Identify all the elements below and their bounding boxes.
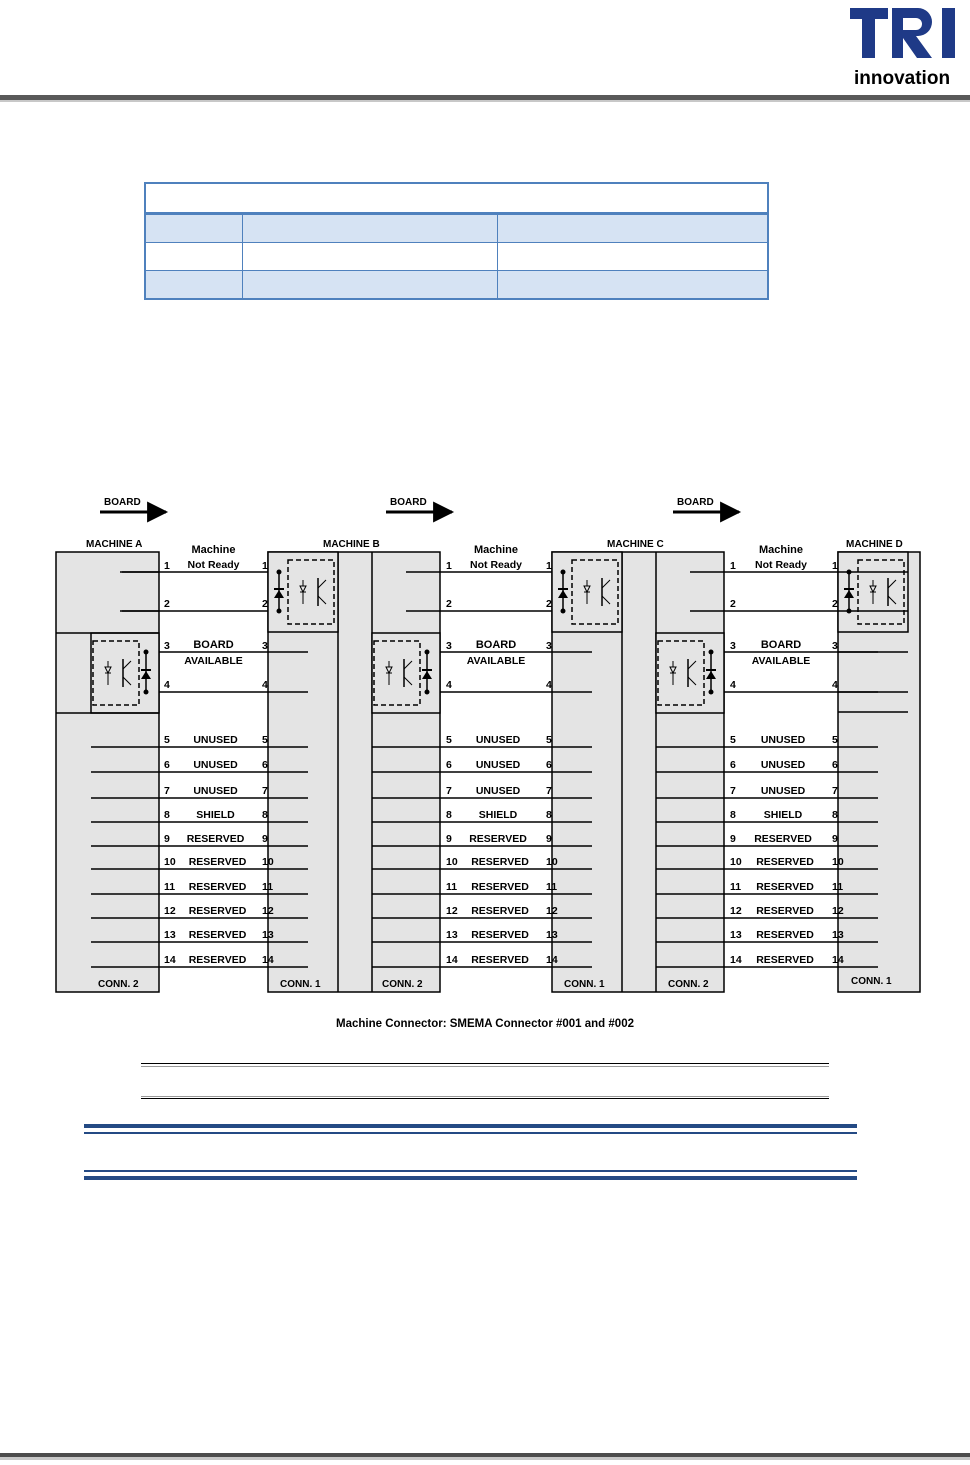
pin-number: 13 bbox=[546, 929, 558, 941]
board-available-label: AVAILABLE bbox=[184, 655, 243, 667]
pin-number: 4 bbox=[446, 679, 452, 691]
junction-dot bbox=[425, 650, 430, 655]
table-cell bbox=[243, 271, 498, 300]
pin-number: 11 bbox=[262, 881, 274, 893]
pin-label: RESERVED bbox=[756, 856, 814, 868]
table-row bbox=[145, 243, 768, 271]
pin-number: 1 bbox=[262, 560, 268, 572]
pin-number: 11 bbox=[730, 881, 742, 893]
pin-number: 6 bbox=[164, 759, 170, 771]
pin-label: UNUSED bbox=[193, 785, 238, 797]
pin-number: 12 bbox=[546, 905, 558, 917]
pin-label: RESERVED bbox=[471, 954, 529, 966]
pin-label: UNUSED bbox=[193, 759, 238, 771]
pin-number: 13 bbox=[730, 929, 742, 941]
pin-number: 12 bbox=[164, 905, 176, 917]
board-available-label: AVAILABLE bbox=[466, 655, 526, 667]
pin-label: RESERVED bbox=[756, 954, 814, 966]
pin-number: 5 bbox=[262, 734, 268, 746]
table-cell bbox=[498, 243, 769, 271]
conn-2-label: CONN. 2 bbox=[98, 979, 139, 990]
board-flow-arrow bbox=[100, 497, 166, 512]
pin-number: 13 bbox=[832, 929, 844, 941]
pin-number: 6 bbox=[546, 759, 552, 771]
pin-number: 10 bbox=[730, 856, 742, 868]
pin-label: RESERVED bbox=[186, 833, 245, 845]
pin-number: 12 bbox=[832, 905, 844, 917]
conn-2-label: CONN. 2 bbox=[668, 979, 709, 990]
pin-number: 10 bbox=[446, 856, 458, 868]
pin-label: RESERVED bbox=[756, 881, 814, 893]
pin-label: UNUSED bbox=[760, 785, 806, 797]
pin-number: 4 bbox=[546, 679, 552, 691]
pin-number: 3 bbox=[164, 640, 170, 652]
pin-number: 4 bbox=[832, 679, 838, 691]
machine-a-label: MACHINE A bbox=[86, 539, 143, 550]
table-cell bbox=[145, 214, 243, 243]
pin-number: 1 bbox=[446, 560, 452, 572]
pin-label: UNUSED bbox=[475, 785, 521, 797]
pin-label: RESERVED bbox=[469, 833, 527, 845]
pin-number: 8 bbox=[164, 809, 170, 821]
pin-number: 5 bbox=[546, 734, 552, 746]
pin-number: 14 bbox=[730, 954, 742, 966]
section-rule bbox=[84, 1176, 857, 1180]
pin-number: 2 bbox=[446, 598, 452, 610]
pin-number: 11 bbox=[832, 881, 844, 893]
pin-number: 14 bbox=[446, 954, 458, 966]
board-flow-arrow bbox=[673, 497, 739, 512]
junction-dot bbox=[144, 650, 149, 655]
board-available-label: BOARD bbox=[475, 639, 517, 651]
signal-header: Machine bbox=[758, 544, 804, 556]
conn-1-label: CONN. 1 bbox=[564, 979, 605, 990]
pin-number: 9 bbox=[446, 833, 452, 845]
conn-1-label: CONN. 1 bbox=[280, 979, 321, 990]
logo-subtitle: innovation bbox=[854, 68, 951, 89]
pin-number: 4 bbox=[164, 679, 170, 691]
pin-label: RESERVED bbox=[756, 929, 814, 941]
pin-number: 14 bbox=[832, 954, 844, 966]
machine-d-label: MACHINE D bbox=[846, 539, 903, 550]
pin-number: 10 bbox=[832, 856, 844, 868]
pin-number: 14 bbox=[262, 954, 274, 966]
table-cell bbox=[243, 214, 498, 243]
section-rule bbox=[84, 1124, 857, 1128]
pin-number: 9 bbox=[832, 833, 838, 845]
pin-label: UNUSED bbox=[475, 759, 521, 771]
signal-header: Not Ready bbox=[187, 559, 240, 571]
section-rule bbox=[84, 1170, 857, 1172]
board-flow-arrow bbox=[386, 497, 452, 512]
divider-line bbox=[141, 1096, 829, 1097]
pin-number: 2 bbox=[730, 598, 736, 610]
pin-label: RESERVED bbox=[188, 954, 247, 966]
conn-2-label: CONN. 2 bbox=[382, 979, 423, 990]
pin-number: 14 bbox=[546, 954, 558, 966]
pin-number: 5 bbox=[832, 734, 838, 746]
pin-number: 3 bbox=[832, 640, 838, 652]
board-available-label: AVAILABLE bbox=[751, 655, 811, 667]
table-cell bbox=[145, 243, 243, 271]
pin-number: 13 bbox=[446, 929, 458, 941]
pin-number: 4 bbox=[262, 679, 268, 691]
pin-label: RESERVED bbox=[188, 881, 247, 893]
divider-line bbox=[141, 1066, 829, 1067]
pin-number: 1 bbox=[730, 560, 736, 572]
pin-number: 8 bbox=[262, 809, 268, 821]
pin-number: 13 bbox=[164, 929, 176, 941]
pin-number: 7 bbox=[262, 785, 268, 797]
junction-dot bbox=[709, 650, 714, 655]
board-flow-label: BOARD bbox=[104, 497, 141, 508]
pin-label: RESERVED bbox=[188, 929, 247, 941]
junction-dot bbox=[425, 690, 430, 695]
board-flow-label: BOARD bbox=[390, 497, 427, 508]
pin-number: 8 bbox=[546, 809, 552, 821]
pin-label: RESERVED bbox=[471, 905, 529, 917]
junction-dot bbox=[561, 609, 566, 614]
table-cell bbox=[243, 243, 498, 271]
machine-b-label: MACHINE B bbox=[323, 539, 380, 550]
section-rule bbox=[84, 1132, 857, 1134]
signal-header: Not Ready bbox=[755, 559, 807, 571]
pin-number: 9 bbox=[164, 833, 170, 845]
board-available-label: BOARD bbox=[760, 639, 802, 651]
pin-number: 6 bbox=[262, 759, 268, 771]
header-divider-shadow bbox=[0, 100, 970, 102]
pin-number: 3 bbox=[546, 640, 552, 652]
table-header-row bbox=[145, 183, 768, 214]
pin-number: 5 bbox=[164, 734, 170, 746]
pin-number: 3 bbox=[730, 640, 736, 652]
pin-number: 7 bbox=[832, 785, 838, 797]
pin-number: 1 bbox=[832, 560, 838, 572]
junction-dot bbox=[144, 690, 149, 695]
table-cell bbox=[498, 271, 769, 300]
pin-number: 5 bbox=[446, 734, 452, 746]
machine-c-label: MACHINE C bbox=[607, 539, 664, 550]
pin-label: UNUSED bbox=[760, 734, 806, 746]
table-row bbox=[145, 271, 768, 300]
signal-header: Machine bbox=[473, 544, 519, 556]
pin-number: 7 bbox=[546, 785, 552, 797]
signal-header: Not Ready bbox=[470, 559, 522, 571]
pin-number: 9 bbox=[730, 833, 736, 845]
pin-number: 7 bbox=[164, 785, 170, 797]
pin-number: 10 bbox=[262, 856, 274, 868]
pin-number: 2 bbox=[832, 598, 838, 610]
pin-number: 12 bbox=[262, 905, 274, 917]
pin-number: 7 bbox=[730, 785, 736, 797]
pin-number: 1 bbox=[546, 560, 552, 572]
pin-label: SHIELD bbox=[478, 809, 518, 821]
pin-number: 9 bbox=[262, 833, 268, 845]
pin-number: 2 bbox=[262, 598, 268, 610]
pin-label: RESERVED bbox=[471, 881, 529, 893]
pin-number: 2 bbox=[164, 598, 170, 610]
pin-number: 3 bbox=[446, 640, 452, 652]
diagram-caption: Machine Connector: SMEMA Connector #001 and #002 bbox=[335, 1018, 634, 1030]
pin-label: RESERVED bbox=[471, 929, 529, 941]
pin-label: RESERVED bbox=[188, 905, 247, 917]
pin-number: 10 bbox=[164, 856, 176, 868]
table-cell bbox=[498, 214, 769, 243]
pin-number: 9 bbox=[546, 833, 552, 845]
smema-wiring-diagram bbox=[0, 480, 970, 1010]
pin-number: 13 bbox=[262, 929, 274, 941]
junction-dot bbox=[277, 570, 282, 575]
table-row bbox=[145, 214, 768, 243]
footer-divider-shadow bbox=[0, 1457, 970, 1460]
pin-label: UNUSED bbox=[475, 734, 521, 746]
pin-number: 6 bbox=[730, 759, 736, 771]
pin-number: 12 bbox=[730, 905, 742, 917]
spec-table bbox=[144, 182, 769, 300]
pin-number: 12 bbox=[446, 905, 458, 917]
board-available-output-box bbox=[656, 633, 724, 713]
junction-dot bbox=[709, 690, 714, 695]
pin-number: 8 bbox=[446, 809, 452, 821]
pin-number: 11 bbox=[446, 881, 458, 893]
pin-number: 7 bbox=[446, 785, 452, 797]
pin-number: 6 bbox=[832, 759, 838, 771]
board-available-label: BOARD bbox=[193, 639, 234, 651]
table-header-cell bbox=[145, 183, 768, 214]
pin-number: 10 bbox=[546, 856, 558, 868]
pin-number: 8 bbox=[832, 809, 838, 821]
pin-label: UNUSED bbox=[193, 734, 238, 746]
tri-innovation-logo bbox=[846, 4, 968, 90]
pin-label: SHIELD bbox=[196, 809, 235, 821]
pin-label: RESERVED bbox=[188, 856, 247, 868]
divider-line bbox=[141, 1063, 829, 1064]
board-flow-label: BOARD bbox=[677, 497, 714, 508]
pin-number: 6 bbox=[446, 759, 452, 771]
board-available-output-box bbox=[91, 633, 159, 713]
board-available-output-box bbox=[372, 633, 440, 713]
pin-label: RESERVED bbox=[471, 856, 529, 868]
pin-label: UNUSED bbox=[760, 759, 806, 771]
pin-number: 5 bbox=[730, 734, 736, 746]
pin-number: 2 bbox=[546, 598, 552, 610]
pin-number: 3 bbox=[262, 640, 268, 652]
signal-header: Machine bbox=[191, 544, 236, 556]
pin-number: 8 bbox=[730, 809, 736, 821]
table-cell bbox=[145, 271, 243, 300]
pin-label: RESERVED bbox=[754, 833, 812, 845]
pin-number: 11 bbox=[164, 881, 176, 893]
pin-label: SHIELD bbox=[763, 809, 803, 821]
junction-dot bbox=[277, 609, 282, 614]
pin-label: RESERVED bbox=[756, 905, 814, 917]
conn-1-label: CONN. 1 bbox=[851, 976, 892, 987]
pin-number: 1 bbox=[164, 560, 170, 572]
pin-number: 4 bbox=[730, 679, 736, 691]
junction-dot bbox=[561, 570, 566, 575]
pin-number: 14 bbox=[164, 954, 176, 966]
divider-line bbox=[141, 1098, 829, 1099]
pin-number: 11 bbox=[546, 881, 558, 893]
